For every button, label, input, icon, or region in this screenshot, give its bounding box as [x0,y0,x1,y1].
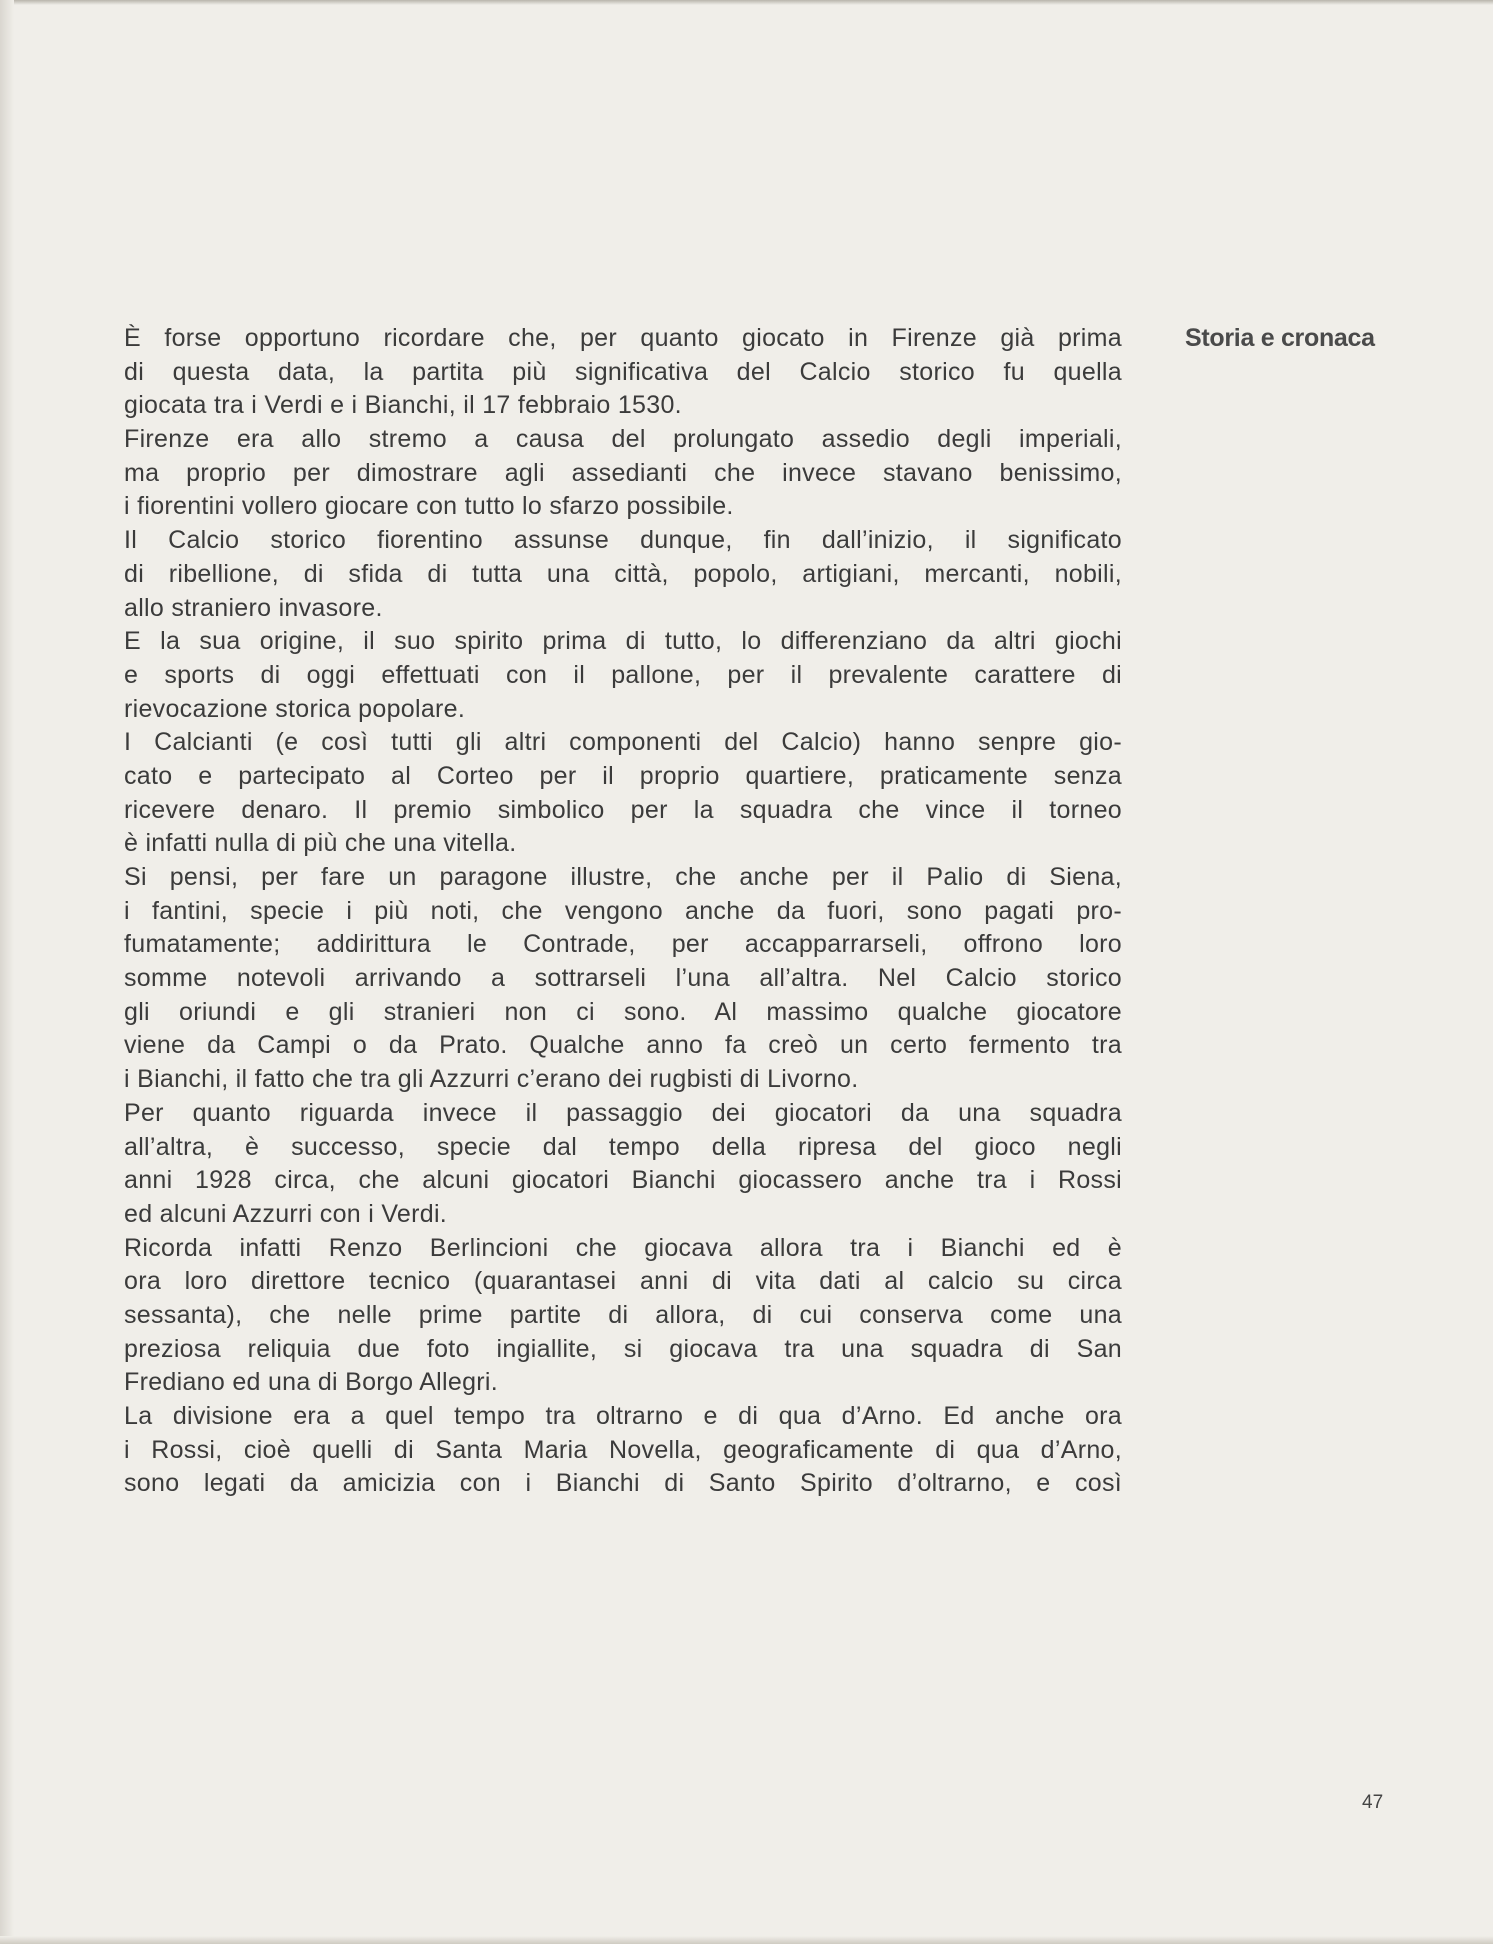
text-line: fumatamente; addirittura le Contrade, per accapparrarseli, offrono loro [124,930,1122,959]
text-line: La divisione era a quel tempo tra oltrarno e di qua d’Arno. Ed anche ora [124,1402,1122,1430]
text-line: anni 1928 circa, che alcuni giocatori Bianchi giocassero anche tra i Rossi [124,1166,1122,1195]
text-line: gli oriundi e gli stranieri non ci sono. Al massimo qualche giocatore [124,997,1122,1026]
text-line: ma proprio per dimostrare agli assedianti che invece stavano benissimo, [124,458,1122,487]
text-line: i fantini, specie i più noti, che vengono anche da fuori, sono pagati pro- [124,896,1122,925]
text-line: Per quanto riguarda invece il passaggio dei giocatori da una squadra [124,1098,1122,1127]
page-edge-top [0,0,1493,5]
text-line: cato e partecipato al Corteo per il proprio quartiere, praticamente senza [124,761,1122,790]
text-line: sessanta), che nelle prime partite di allora, di cui conserva come una [124,1300,1122,1329]
text-line: sono legati da amicizia con i Bianchi di Santo Spirito d’oltrarno, e così [124,1469,1122,1498]
text-line: È forse opportuno ricordare che, per quanto giocato in Firenze già prima [124,324,1122,352]
text-line: preziosa reliquia due foto ingiallite, si giocava tra una squadra di San [124,1334,1122,1363]
text-line: di ribellione, di sfida di tutta una città, popolo, artigiani, mercanti, nobili, [124,559,1122,588]
page-edge-left [0,0,14,1944]
text-line: i fiorentini vollero giocare con tutto lo sfarzo possibile. [124,492,734,521]
text-line: ricevere denaro. Il premio simbolico per la squadra che vince il torneo [124,795,1122,824]
text-line: E la sua origine, il suo spirito prima di tutto, lo differenziano da altri giochi [124,627,1122,656]
section-heading: Storia e cronaca [1185,324,1375,352]
text-line: Si pensi, per fare un paragone illustre, che anche per il Palio di Siena, [124,863,1122,891]
text-line: I Calcianti (e così tutti gli altri componenti del Calcio) hanno senpre gio- [124,728,1122,757]
text-line: viene da Campi o da Prato. Qualche anno fa creò un certo fermento tra [124,1031,1122,1060]
text-line: e sports di oggi effettuati con il pallone, per il prevalente carattere di [124,660,1122,689]
body-text [124,322,1122,1501]
text-line: di questa data, la partita più significativa del Calcio storico fu quella [124,357,1122,386]
text-line: Ricorda infatti Renzo Berlincioni che giocava allora tra i Bianchi ed è [124,1233,1122,1262]
text-line: Il Calcio storico fiorentino assunse dunque, fin dall’inizio, il significato [124,526,1122,555]
text-line: ed alcuni Azzurri con i Verdi. [124,1199,448,1228]
text-line: all’altra, è successo, specie dal tempo della ripresa del gioco negli [124,1132,1122,1161]
page-edge-bottom [0,1936,1493,1944]
text-line: rievocazione storica popolare. [124,694,466,723]
text-line: giocata tra i Verdi e i Bianchi, il 17 febbraio 1530. [124,391,682,420]
page-number: 47 [1362,1792,1384,1813]
text-line: i Bianchi, il fatto che tra gli Azzurri c’erano dei rugbisti di Livorno. [124,1065,859,1094]
text-line: è infatti nulla di più che una vitella. [124,829,517,858]
text-line: Frediano ed una di Borgo Allegri. [124,1368,499,1397]
text-line: somme notevoli arrivando a sottrarseli l’una all’altra. Nel Calcio storico [124,964,1122,993]
text-line: i Rossi, cioè quelli di Santa Maria Novella, geograficamente di qua d’Arno, [124,1435,1122,1464]
text-line: allo straniero invasore. [124,593,383,622]
text-line: ora loro direttore tecnico (quarantasei anni di vita dati al calcio su circa [124,1267,1122,1296]
text-line: Firenze era allo stremo a causa del prolungato assedio degli imperiali, [124,425,1122,454]
